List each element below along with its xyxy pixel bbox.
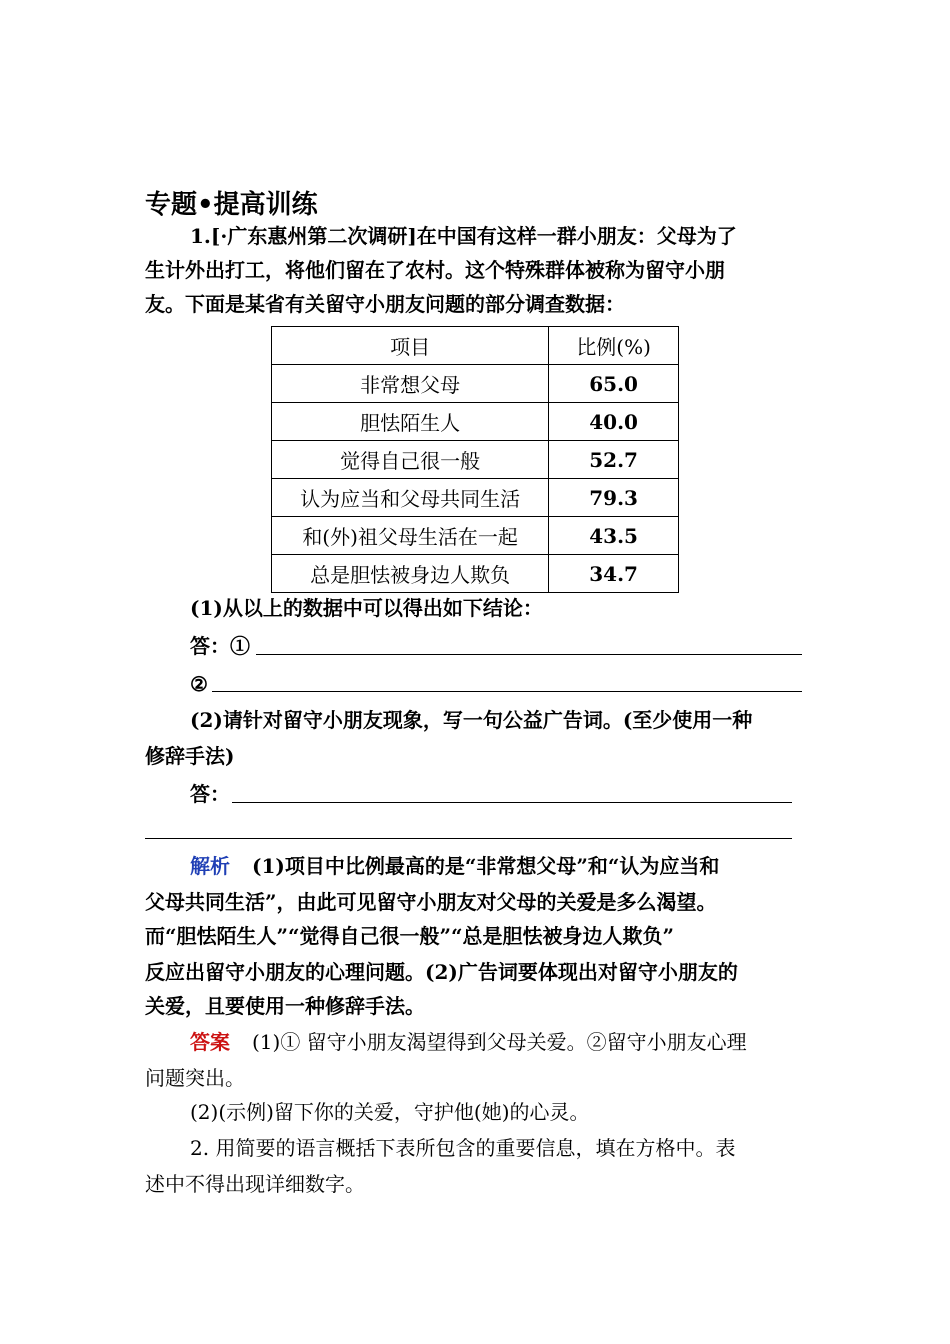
answer-prefix-2: ② xyxy=(190,672,208,696)
table-cell-item: 胆怯陌生人 xyxy=(272,403,549,441)
table-cell-value: 65.0 xyxy=(549,365,679,403)
q1-stem-line-3: 友。下面是某省有关留守小朋友问题的部分调查数据： xyxy=(145,292,625,316)
q1-stem-line-1: 在中国有这样一群小朋友：父母为了 xyxy=(416,224,737,248)
q1-first-line xyxy=(190,222,737,250)
table-cell-item: 非常想父母 xyxy=(272,365,549,403)
table-cell-item: 总是胆怯被身边人欺负 xyxy=(272,555,549,593)
section-title: 专题•提高训练 xyxy=(145,190,318,220)
analysis-line-5: 关爱，且要使用一种修辞手法。 xyxy=(145,994,425,1018)
table-cell-item: 认为应当和父母共同生活 xyxy=(272,479,549,517)
answer-first-line xyxy=(190,1028,747,1056)
table-cell-value: 34.7 xyxy=(549,555,679,593)
table-row xyxy=(272,479,679,517)
table-row xyxy=(272,403,679,441)
table-row xyxy=(272,517,679,555)
answer-blank-3[interactable] xyxy=(232,802,792,803)
answer-blank-4[interactable] xyxy=(145,838,792,839)
survey-table xyxy=(271,326,679,593)
analysis-line-3: 而“胆怯陌生人”“觉得自己很一般”“总是胆怯被身边人欺负” xyxy=(145,924,675,948)
table-cell-value: 40.0 xyxy=(549,403,679,441)
answer-line-1: (1)① 留守小朋友渴望得到父母关爱。②留守小朋友心理 xyxy=(252,1030,747,1054)
answer-blank-2[interactable] xyxy=(212,691,802,692)
table-cell-item: 和(外)祖父母生活在一起 xyxy=(272,517,549,555)
answer-label: 答案 xyxy=(190,1030,230,1054)
table-cell-value: 79.3 xyxy=(549,479,679,517)
q1-source: [·广东惠州第二次调研] xyxy=(210,224,417,248)
table-header-ratio: 比例(%) xyxy=(549,327,679,365)
analysis-line-4: 反应出留守小朋友的心理问题。(2)广告词要体现出对留守小朋友的 xyxy=(145,960,738,984)
q1-sub2-line-2: 修辞手法) xyxy=(145,744,235,768)
table-row xyxy=(272,441,679,479)
analysis-first-line xyxy=(190,852,719,880)
table-row xyxy=(272,365,679,403)
table-row xyxy=(272,555,679,593)
q1-sub2-line-1: (2)请针对留守小朋友现象，写一句公益广告词。(至少使用一种 xyxy=(190,708,753,732)
q2-line-2: 述中不得出现详细数字。 xyxy=(145,1172,365,1196)
analysis-label: 解析 xyxy=(190,854,230,878)
answer-prefix-1: 答：① xyxy=(190,634,250,658)
table-cell-value: 52.7 xyxy=(549,441,679,479)
table-cell-item: 觉得自己很一般 xyxy=(272,441,549,479)
q1-number: 1. xyxy=(190,224,211,248)
table-header-row xyxy=(272,327,679,365)
q1-stem-line-2: 生计外出打工，将他们留在了农村。这个特殊群体被称为留守小朋 xyxy=(145,258,725,282)
q2-line-1: 2. 用简要的语言概括下表所包含的重要信息，填在方格中。表 xyxy=(190,1136,736,1160)
table-header-item: 项目 xyxy=(272,327,549,365)
q1-sub1: (1)从以上的数据中可以得出如下结论： xyxy=(190,596,543,620)
analysis-line-1: (1)项目中比例最高的是“非常想父母”和“认为应当和 xyxy=(252,854,720,878)
answer-line-3: (2)(示例)留下你的关爱，守护他(她)的心灵。 xyxy=(190,1100,590,1124)
analysis-line-2: 父母共同生活”，由此可见留守小朋友对父母的关爱是多么渴望。 xyxy=(145,890,717,914)
answer-blank-1[interactable] xyxy=(256,654,802,655)
answer-prefix-3: 答： xyxy=(190,782,230,806)
answer-line-2: 问题突出。 xyxy=(145,1066,245,1090)
table-cell-value: 43.5 xyxy=(549,517,679,555)
